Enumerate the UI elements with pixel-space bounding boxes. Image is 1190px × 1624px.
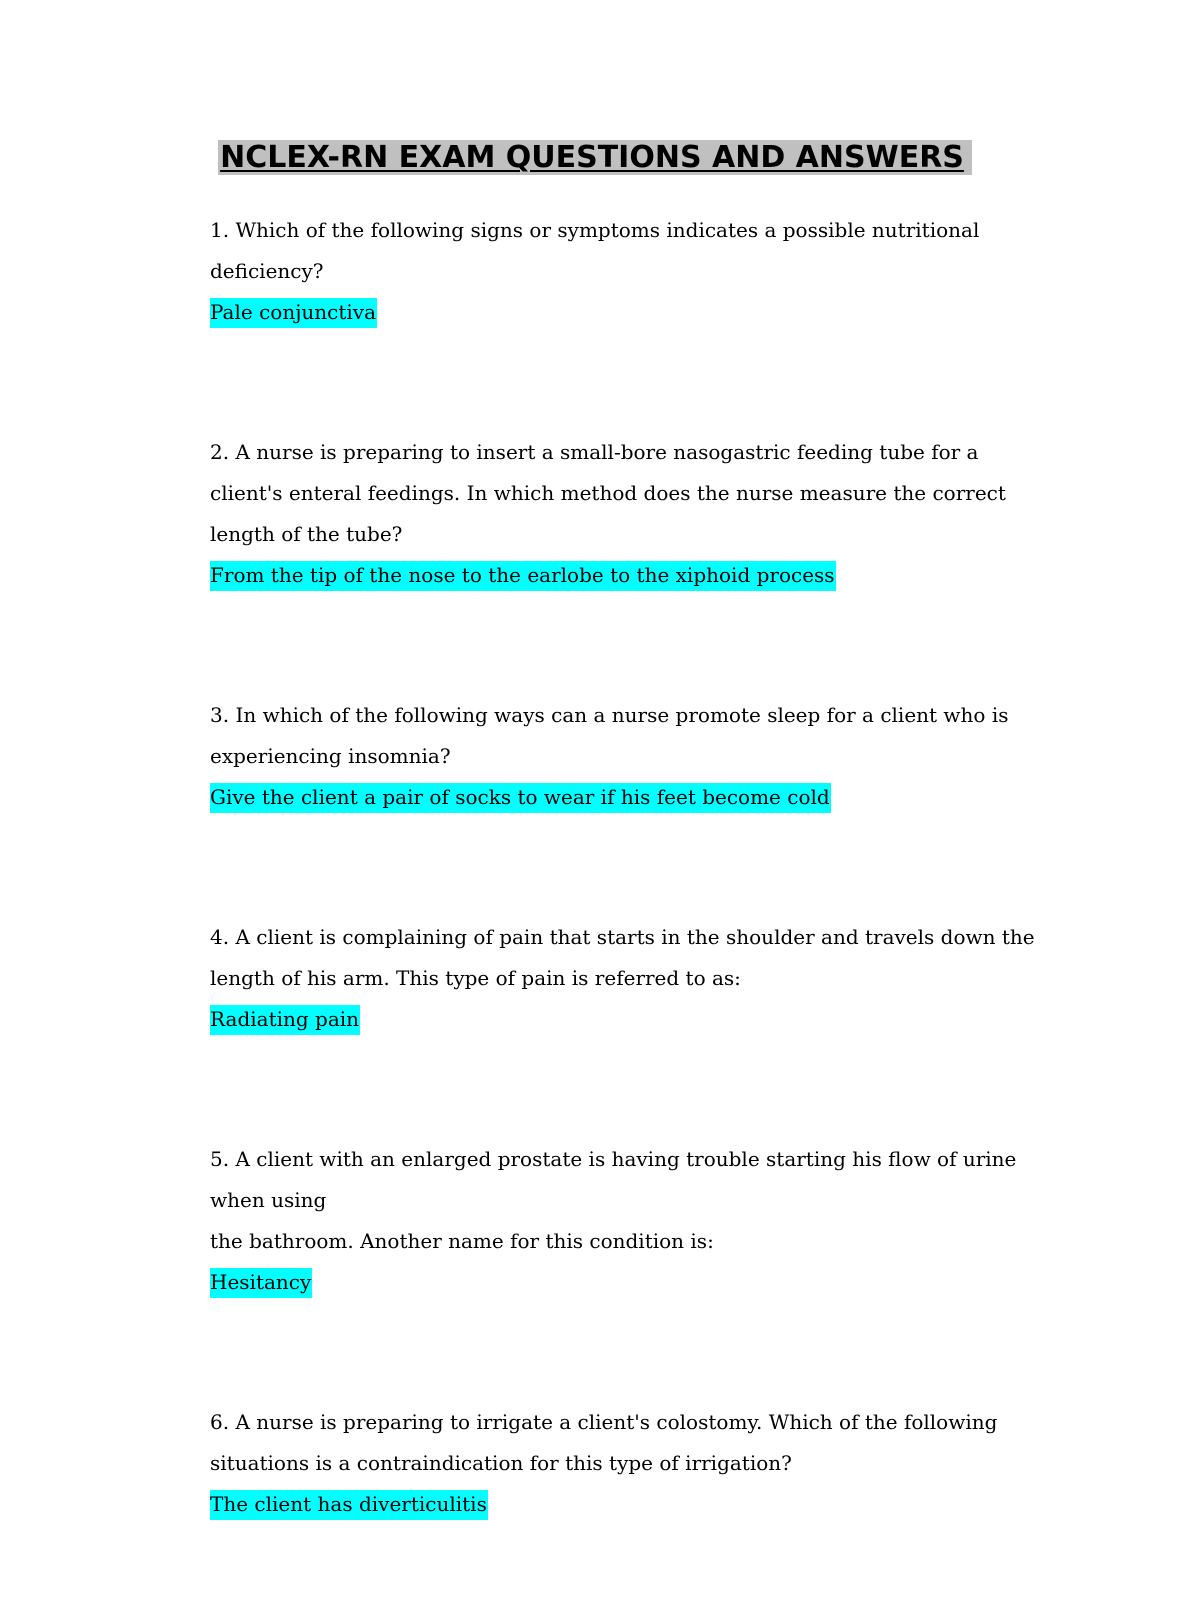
question-item-6	[210, 1402, 1040, 1525]
answer-highlight: From the tip of the nose to the earlobe to the xiphoid process	[210, 561, 836, 591]
answer-text	[210, 292, 1040, 333]
answer-highlight: Radiating pain	[210, 1005, 360, 1035]
answer-text	[210, 555, 1040, 596]
document-title-text: NCLEX-RN EXAM QUESTIONS AND ANSWERS	[218, 140, 972, 175]
document-title	[0, 138, 1190, 178]
question-text: 2. A nurse is preparing to insert a small-bore nasogastric feeding tube for a client's enteral feedings. In which method does the nurse measure the correct length of the tube?	[210, 440, 1006, 546]
question-item-5	[210, 1139, 1040, 1303]
question-list	[210, 210, 1040, 1624]
question-text: 3. In which of the following ways can a nurse promote sleep for a client who is experiencing insomnia?	[210, 703, 1009, 768]
answer-highlight: Hesitancy	[210, 1268, 312, 1298]
question-text: 1. Which of the following signs or symptoms indicates a possible nutritional deficiency?	[210, 218, 980, 283]
question-item-4	[210, 917, 1040, 1040]
answer-text	[210, 777, 1040, 818]
question-item-3	[210, 695, 1040, 818]
question-text: 6. A nurse is preparing to irrigate a client's colostomy. Which of the following situations is a contraindication for this type of irrigation?	[210, 1410, 998, 1475]
question-text-continued: the bathroom. Another name for this condition is:	[210, 1229, 714, 1253]
answer-text	[210, 1262, 1040, 1303]
answer-text	[210, 1484, 1040, 1525]
answer-highlight: Pale conjunctiva	[210, 298, 377, 328]
answer-highlight: The client has diverticulitis	[210, 1490, 488, 1520]
question-item-2	[210, 432, 1040, 596]
question-item-1	[210, 210, 1040, 333]
answer-highlight: Give the client a pair of socks to wear if his feet become cold	[210, 783, 831, 813]
answer-text	[210, 999, 1040, 1040]
question-text: 4. A client is complaining of pain that starts in the shoulder and travels down the length of his arm. This type of pain is referred to as:	[210, 925, 1035, 990]
question-text: 5. A client with an enlarged prostate is having trouble starting his flow of urine when using	[210, 1147, 1017, 1212]
